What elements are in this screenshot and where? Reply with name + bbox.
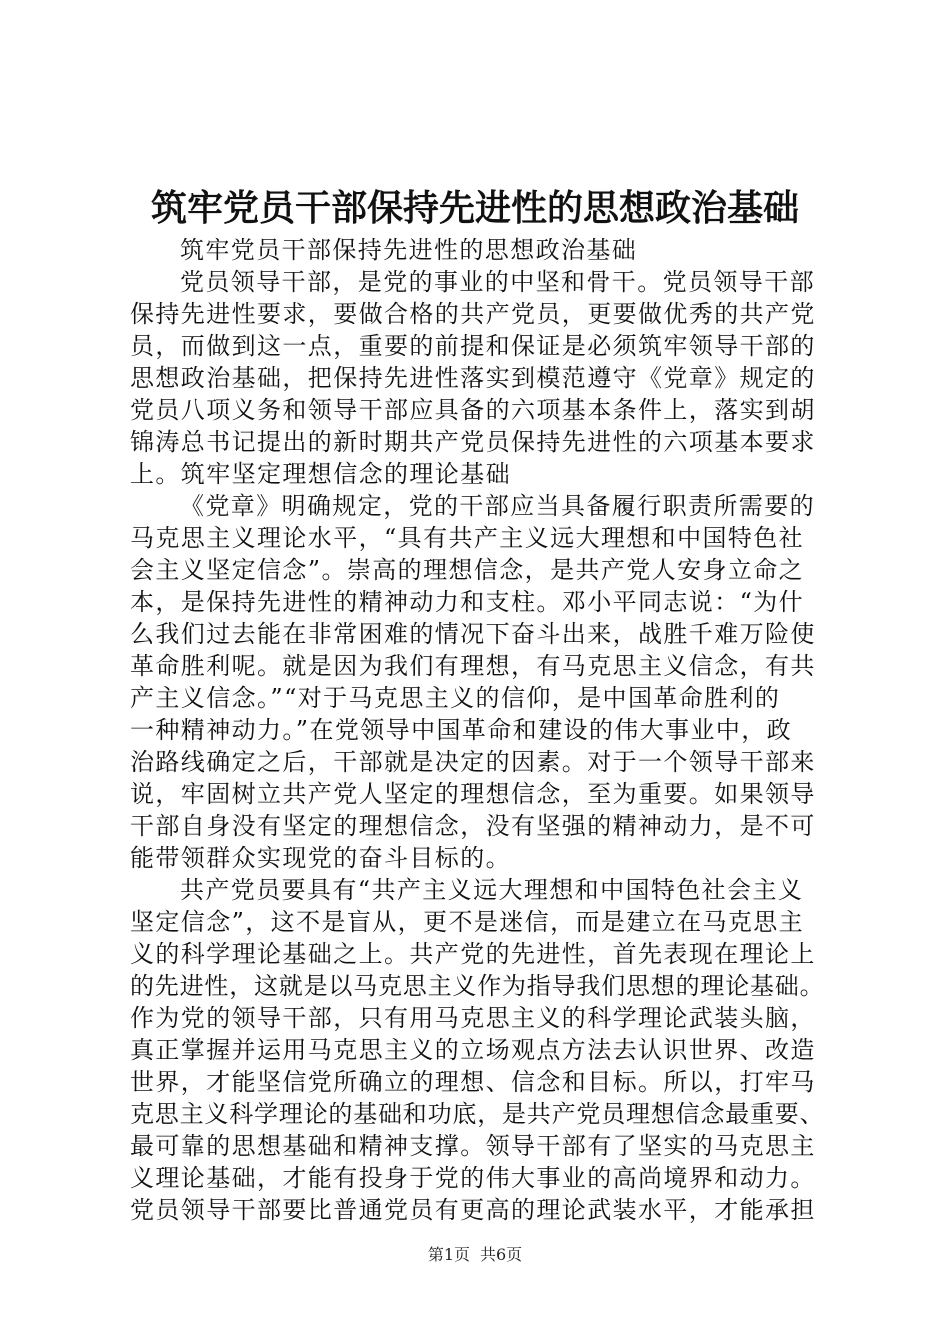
text-line: 共产党员要具有“共产主义远大理想和中国特色社会主义 [180,876,804,904]
text-line: 会主义坚定信念”。崇高的理想信念，是共产党人安身立命之 [130,556,805,584]
page-total: 共6页 [480,1245,523,1264]
text-line: 能带领群众实现党的奋斗目标的。 [130,844,511,872]
text-line: 产主义信念。”“对于马克思主义的信仰，是中国革命胜利的 [130,684,781,712]
text-line: 党员领导干部要比普通党员有更高的理论武装水平，才能承担 [130,1196,816,1224]
text-line: 党员领导干部，是党的事业的中坚和骨干。党员领导干部 [180,268,815,296]
text-line: 《党章》明确规定，党的干部应当具备履行职责所需要的 [180,492,815,520]
text-line: 保持先进性要求，要做合格的共产党员，更要做优秀的共产党 [130,300,816,328]
text-line: 筑牢党员干部保持先进性的思想政治基础 [180,236,638,264]
text-line: 干部自身没有坚定的理想信念，没有坚强的精神动力，是不可 [130,812,816,840]
text-line: 马克思主义理论水平，“具有共产主义远大理想和中国特色社 [130,524,805,552]
text-line: 克思主义科学理论的基础和功底，是共产党员理想信念最重要、 [130,1100,825,1128]
page-footer [0,1244,950,1266]
text-line: 作为党的领导干部，只有用马克思主义的科学理论武装头脑， [130,1004,816,1032]
text-line: 锦涛总书记提出的新时期共产党员保持先进性的六项基本要求 [130,428,816,456]
text-line: 么我们过去能在非常困难的情况下奋斗出来，战胜千难万险使 [130,620,816,648]
text-line: 的先进性，这就是以马克思主义作为指导我们思想的理论基础。 [130,972,825,1000]
text-line: 本，是保持先进性的精神动力和支柱。邓小平同志说：“为什 [130,588,805,616]
text-line: 最可靠的思想基础和精神支撑。领导干部有了坚实的马克思主 [130,1132,816,1160]
text-line: 一种精神动力。”在党领导中国革命和建设的伟大事业中，政 [130,716,793,744]
text-line: 上。筑牢坚定理想信念的理论基础 [130,460,511,488]
text-line: 说，牢固树立共产党人坚定的理想信念，至为重要。如果领导 [130,780,816,808]
text-line: 治路线确定之后，干部就是决定的因素。对于一个领导干部来 [130,748,816,776]
document-body [130,234,830,1226]
page-number: 第1页 [427,1245,470,1264]
text-line: 坚定信念”，这不是盲从，更不是迷信，而是建立在马克思主 [130,908,805,936]
text-line: 员，而做到这一点，重要的前提和保证是必须筑牢领导干部的 [130,332,816,360]
text-line: 革命胜利呢。就是因为我们有理想，有马克思主义信念，有共 [130,652,816,680]
text-line: 义的科学理论基础之上。共产党的先进性，首先表现在理论上 [130,940,816,968]
text-line: 思想政治基础，把保持先进性落实到模范遵守《党章》规定的 [130,364,816,392]
text-line: 世界，才能坚信党所确立的理想、信念和目标。所以，打牢马 [130,1068,816,1096]
text-line: 真正掌握并运用马克思主义的立场观点方法去认识世界、改造 [130,1036,816,1064]
text-line: 党员八项义务和领导干部应具备的六项基本条件上，落实到胡 [130,396,816,424]
text-line: 义理论基础，才能有投身于党的伟大事业的高尚境界和动力。 [130,1164,816,1192]
document-title: 筑牢党员干部保持先进性的思想政治基础 [150,187,799,229]
